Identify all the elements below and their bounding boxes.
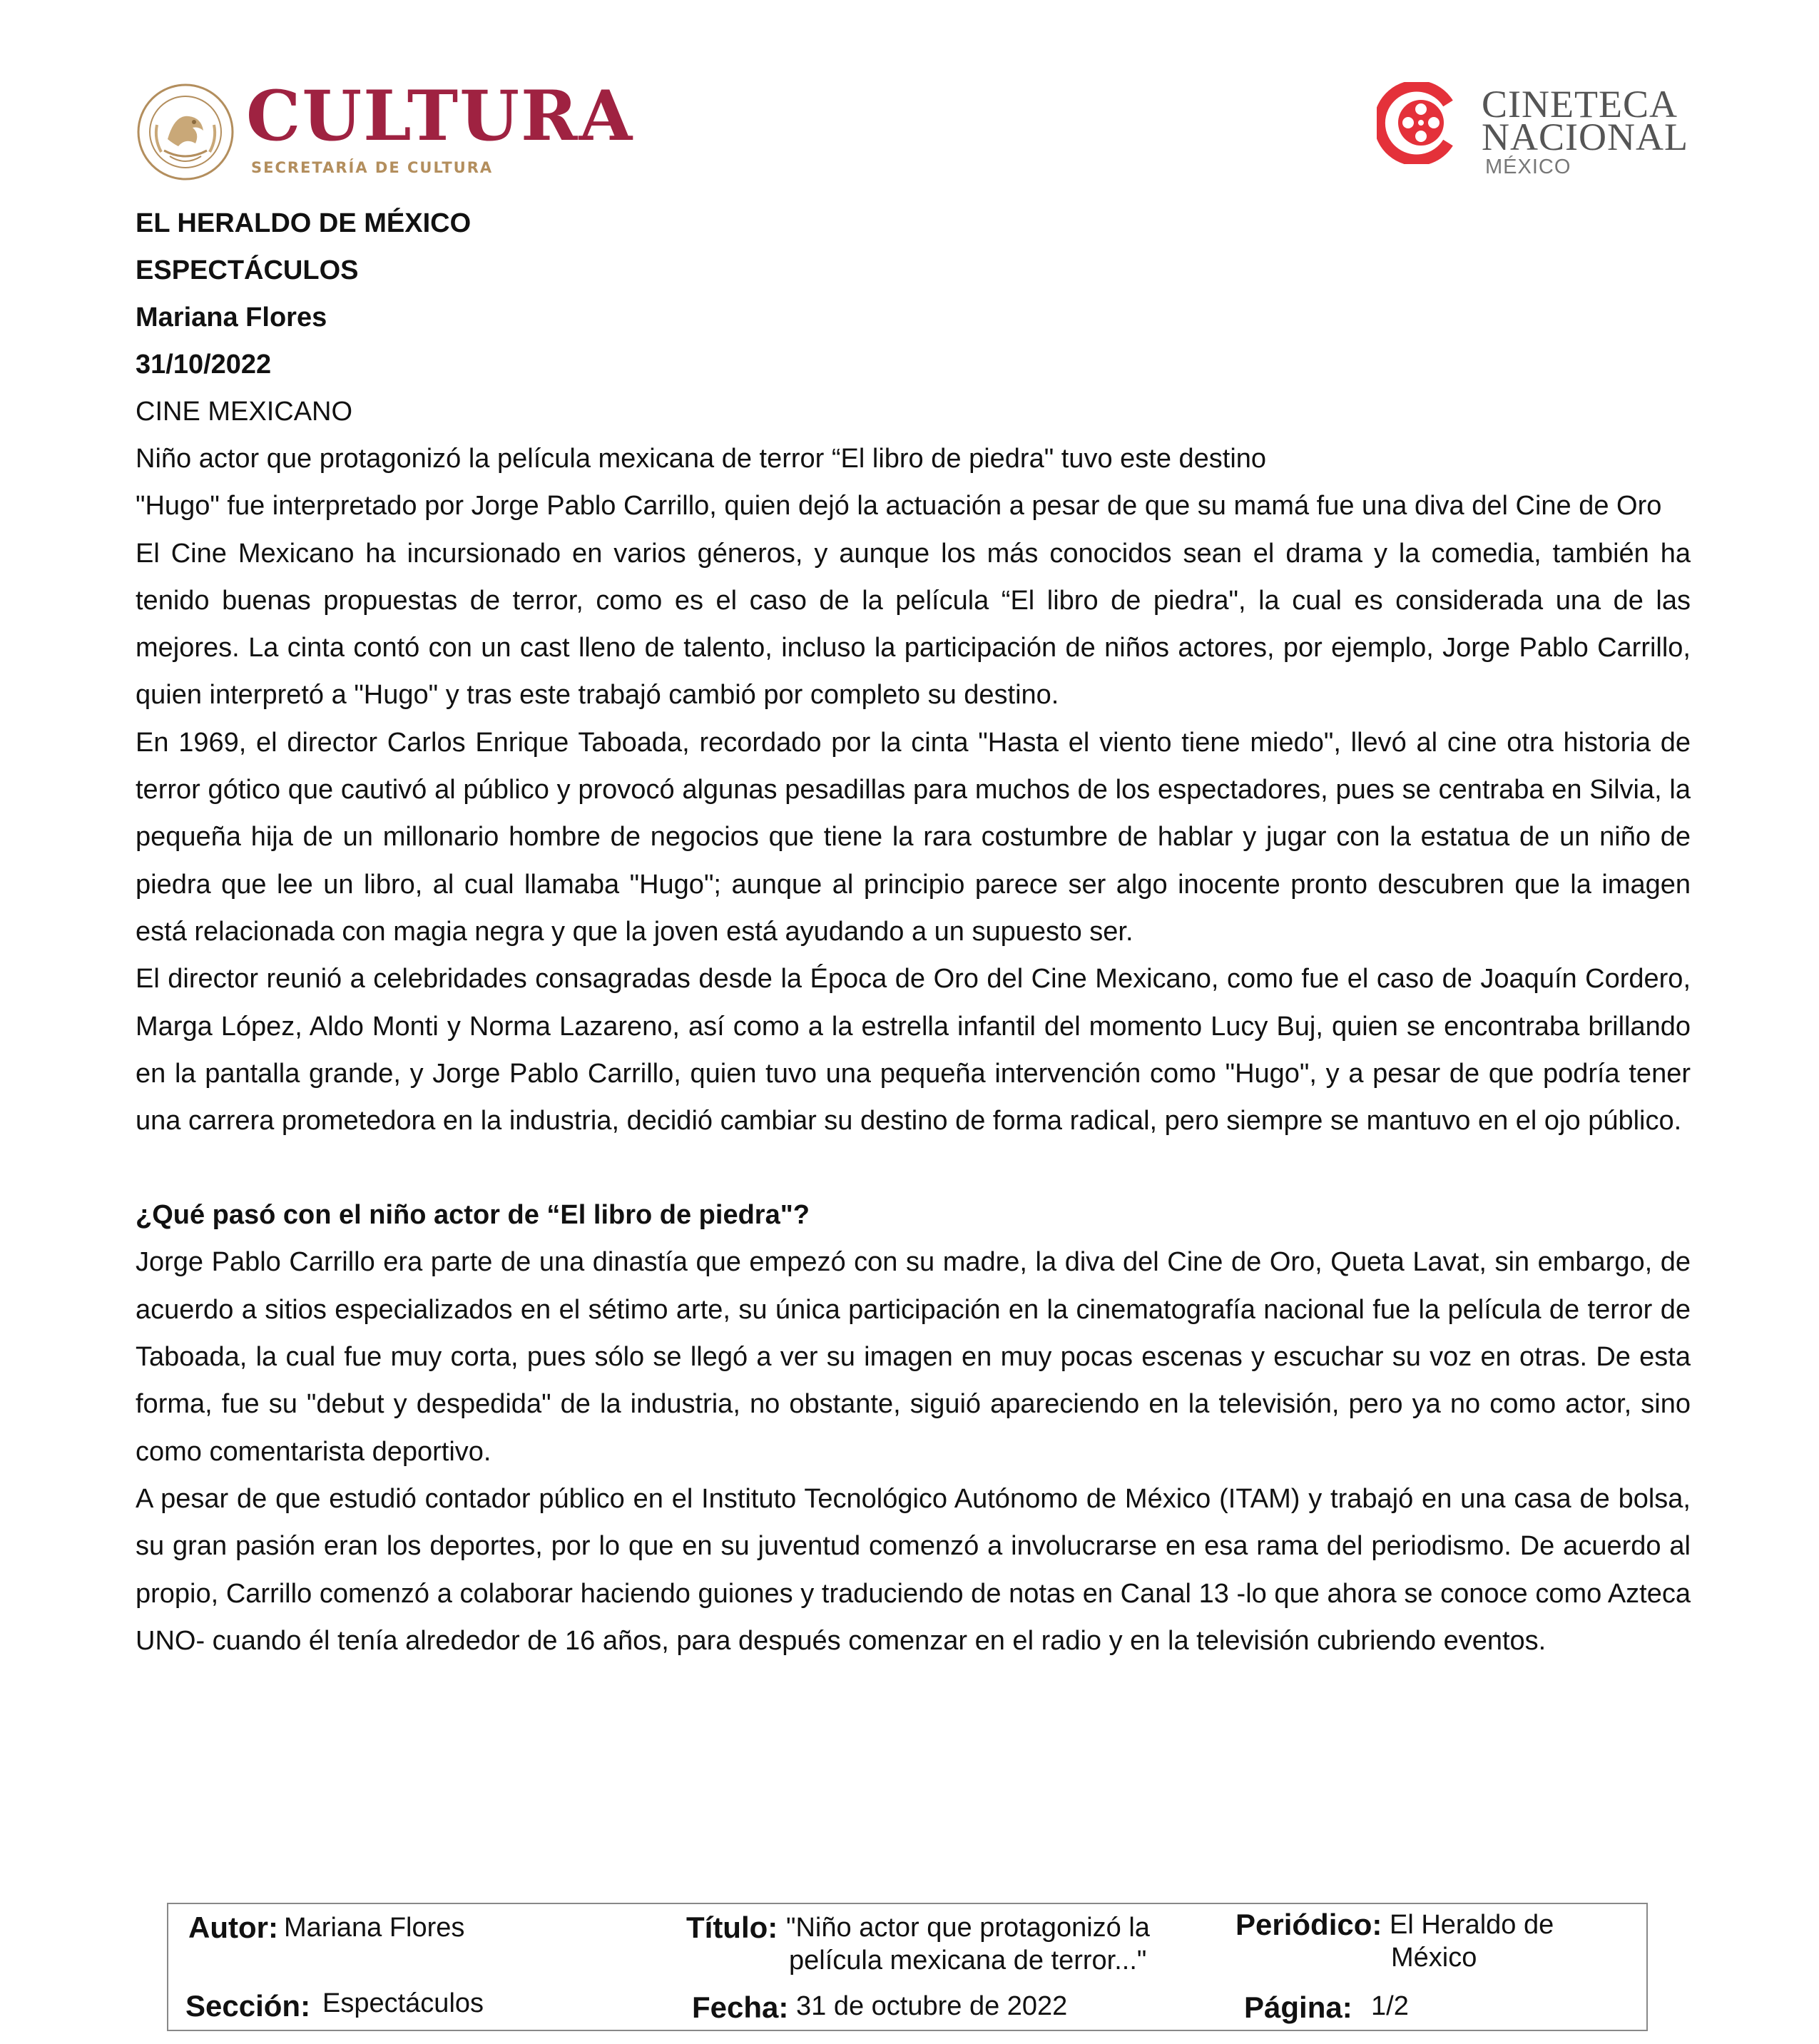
category-label: CINE MEXICANO	[136, 397, 353, 427]
footer-autor-label: Autor:	[188, 1911, 278, 1944]
article-lead: "Hugo" fue interpretado por Jorge Pablo Carrillo, quien dejó la actuación a pesar de que su mamá fue una diva del Cine de Oro	[136, 491, 1662, 522]
footer-periodico-value-line2: México	[1391, 1943, 1477, 1973]
mexico-seal-icon	[136, 82, 235, 182]
cultura-wordmark: CULTURA	[246, 76, 634, 156]
cultura-logo	[136, 76, 634, 189]
article-paragraph: El Cine Mexicano ha incursionado en varios géneros, y aunque los más conocidos sean el drama y la comedia, también ha tenido buenas propuestas de terror, como es el caso de la película “El libro de piedra", la cual es considerada una de las mejores. La cinta contó con un cast lleno de talento, incluso la participación de niños actores, por ejemplo, Jorge Pablo Carrillo, quien interpretó a "Hugo" y tras este trabajó cambió por completo su destino.	[136, 538, 1691, 711]
footer-fecha-label: Fecha:	[692, 1990, 789, 2024]
section-name: ESPECTÁCULOS	[136, 255, 359, 285]
cineteca-logo	[1377, 82, 1691, 182]
article-paragraph: A pesar de que estudió contador público en el Instituto Tecnológico Autónomo de México (ITAM) y trabajó en una casa de bolsa, su gran pasión eran los deportes, por lo que en su juventud comenzó a involucrarse en esa rama del periodismo. De acuerdo al propio, Carrillo comenzó a colaborar haciendo guiones y traduciendo de notas en Canal 13 -lo que ahora se conoce como Azteca UNO- cuando él tenía alrededor de 16 años, para después comenzar en el radio y en la televisión cubriendo eventos.	[136, 1483, 1691, 1656]
author-name: Mariana Flores	[136, 302, 327, 332]
footer-pagina-label: Página:	[1244, 1990, 1352, 2024]
footer-titulo-value-line2: película mexicana de terror..."	[789, 1946, 1147, 1976]
paragraph-spacer	[136, 1144, 1691, 1191]
article-paragraph: En 1969, el director Carlos Enrique Taboada, recordado por la cinta "Hasta el viento tiene miedo", llevó al cine otra historia de terror gótico que cautivó al público y provocó algunas pesadillas para muchos de los espectadores, pues se centraba en Silvia, la pequeña hija de un millonario hombre de negocios que tiene la rara costumbre de hablar y jugar con la estatua de un niño de piedra que lee un libro, al cual llamaba "Hugo"; aunque al principio parece ser algo inocente pronto descubren que la imagen está relacionada con magia negra y que la joven está ayudando a un supuesto ser.	[136, 727, 1691, 947]
film-reel-icon	[1377, 82, 1459, 164]
article-paragraph: El director reunió a celebridades consagradas desde la Época de Oro del Cine Mexicano, como fue el caso de Joaquín Cordero, Marga López, Aldo Monti y Norma Lazareno, así como a la estrella infantil del momento Lucy Buj, quien se encontraba brillando en la pantalla grande, y Jorge Pablo Carrillo, quien tuvo una pequeña intervención como "Hugo", y a pesar de que podría tener una carrera prometedora en la industria, decidió cambiar su destino de forma radical, pero siempre se mantuvo en el ojo público.	[136, 964, 1691, 1137]
footer-autor-value: Mariana Flores	[284, 1913, 465, 1943]
footer-titulo-value-line1: "Niño actor que protagonizó la	[786, 1913, 1150, 1943]
publication-name: EL HERALDO DE MÉXICO	[136, 208, 472, 238]
cineteca-country: MÉXICO	[1485, 156, 1571, 178]
footer-metadata-box	[167, 1903, 1648, 2031]
footer-periodico-label: Periódico:	[1235, 1908, 1382, 1941]
document-body	[136, 200, 1691, 1664]
footer-seccion-label: Sección:	[185, 1989, 311, 2023]
footer-periodico-value-line1: El Heraldo de	[1390, 1910, 1554, 1940]
cineteca-title: CINETECA	[1482, 83, 1678, 126]
article-headline: Niño actor que protagonizó la película mexicana de terror “El libro de piedra" tuvo este destino	[136, 444, 1267, 474]
cineteca-subtitle: NACIONAL	[1482, 116, 1688, 158]
cultura-subtitle: SECRETARÍA DE CULTURA	[251, 159, 494, 176]
footer-titulo-label: Título:	[686, 1911, 778, 1944]
footer-seccion-value: Espectáculos	[322, 1988, 484, 2018]
article-paragraph: Jorge Pablo Carrillo era parte de una dinastía que empezó con su madre, la diva del Cine de Oro, Queta Lavat, sin embargo, de acuerdo a sitios especializados en el sétimo arte, su única participación en la cinematografía nacional fue la película de terror de Taboada, la cual fue muy corta, pues sólo se llegó a ver su imagen en muy pocas escenas y escuchar su voz en otras. De esta forma, fue su "debut y despedida" de la industria, no obstante, siguió apareciendo en la televisión, pero ya no como actor, sino como comentarista deportivo.	[136, 1247, 1691, 1467]
footer-pagina-value: 1/2	[1371, 1991, 1409, 2021]
footer-fecha-value: 31 de octubre de 2022	[796, 1991, 1068, 2021]
article-subheading: ¿Qué pasó con el niño actor de “El libro de piedra"?	[136, 1200, 810, 1231]
publication-date: 31/10/2022	[136, 350, 272, 380]
